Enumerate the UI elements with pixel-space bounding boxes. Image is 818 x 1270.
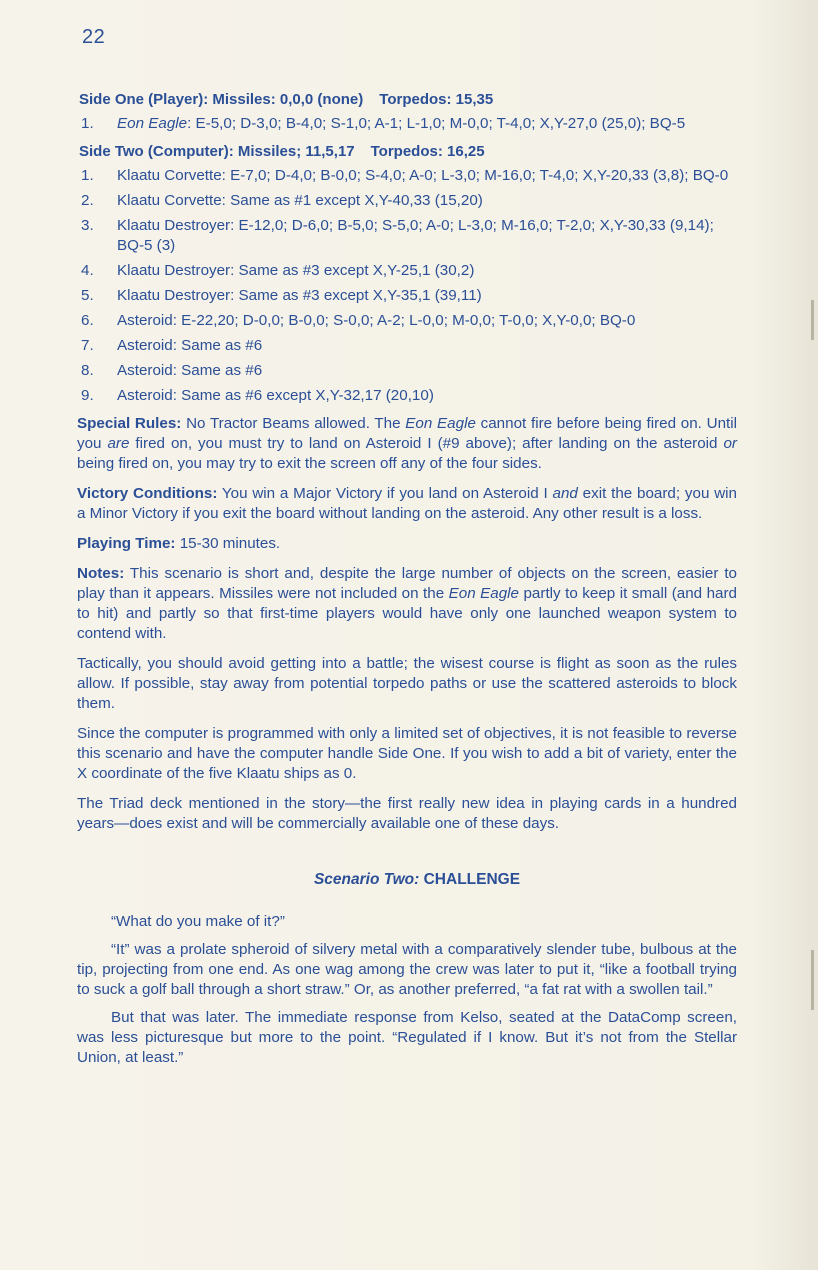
reverse-scenario-paragraph: Since the computer is programmed with only a limited set of objectives, it is not feasible to reverse this scenario and have the computer handle Side One. If you wish to add a bit of variety, enter the X coordinate of the five Klaatu ships as 0. — [77, 725, 737, 782]
item-number: 4. — [81, 262, 94, 279]
victory-conditions-label: Victory Conditions: — [77, 485, 218, 502]
text-run: No Tractor Beams allowed. The — [181, 415, 406, 432]
item-number: 7. — [81, 337, 94, 354]
playing-time-label: Playing Time: — [77, 535, 176, 552]
tactics-paragraph: Tactically, you should avoid getting into a battle; the wisest course is flight as soon as the rules allow. If possible, stay away from potential torpedo paths or use the scattered asteroids to block them. — [77, 655, 737, 712]
ship-stats: : E-5,0; D-3,0; B-4,0; S-1,0; A-1; L-1,0; M-0,0; T-4,0; X,Y-27,0 (25,0); BQ-5 — [187, 115, 686, 132]
text-run: partly to keep it small (and hard to hit) and partly so that first-time players would have only one launched weapon system to contend with. — [77, 585, 737, 642]
text-run: This scenario is short and, despite the large number of objects on the screen, easier to play than it appears. Missiles were not included on the — [77, 565, 737, 602]
item-text: Asteroid: Same as #6 except X,Y-32,17 (20,10) — [117, 387, 434, 404]
page-edge-mark — [811, 950, 814, 1010]
item-number: 8. — [81, 362, 94, 379]
notes-paragraph — [77, 564, 737, 644]
story-paragraph: But that was later. The immediate response from Kelso, seated at the DataComp screen, was less picturesque but more to the point. “Regulated if I know. But it’s not from the Stellar Union, at least.” — [77, 1009, 737, 1066]
italic-run: or — [723, 435, 737, 452]
list-item — [77, 191, 737, 211]
ship-name: Eon Eagle — [117, 115, 188, 132]
item-text: Asteroid: E-22,20; D-0,0; B-0,0; S-0,0; A-2; L-0,0; M-0,0; T-0,0; X,Y-0,0; BQ-0 — [117, 312, 636, 329]
list-item — [77, 361, 737, 381]
text-run: You win a Major Victory if you land on Asteroid I — [217, 485, 553, 502]
page-edge-mark — [811, 300, 814, 340]
italic-run: Eon Eagle — [448, 585, 519, 602]
side-two-torpedos: Torpedos: 16,25 — [370, 143, 485, 160]
text-run: being fired on, you may try to exit the screen off any of the four sides. — [77, 455, 542, 472]
list-item — [77, 216, 737, 256]
item-number: 6. — [81, 312, 94, 329]
list-item — [77, 336, 737, 356]
text-run: exit the board; you win a Minor Victory if you exit the board without landing on the asteroid. Any other result is a loss. — [77, 485, 737, 522]
text-run: cannot fire before being fired on. Until you — [77, 415, 737, 452]
side-one-label: Side One (Player): Missiles: 0,0,0 (none) — [79, 91, 364, 108]
special-rules-label: Special Rules: — [77, 415, 182, 432]
item-text: Klaatu Corvette: Same as #1 except X,Y-40,33 (15,20) — [117, 192, 483, 209]
victory-conditions-paragraph — [77, 484, 737, 524]
page-content — [77, 90, 737, 1068]
scenario-name: CHALLENGE — [423, 871, 521, 888]
story-paragraph: “What do you make of it?” — [111, 913, 285, 930]
side-one-heading — [79, 90, 737, 110]
list-item — [77, 114, 737, 134]
item-number: 1. — [81, 115, 94, 132]
item-number: 3. — [81, 217, 94, 234]
item-text — [117, 114, 737, 134]
list-item — [77, 286, 737, 306]
side-two-label: Side Two (Computer): Missiles; 11,5,17 — [79, 143, 355, 160]
item-number: 5. — [81, 287, 94, 304]
list-item — [77, 311, 737, 331]
special-rules-paragraph — [77, 414, 737, 474]
item-number: 2. — [81, 192, 94, 209]
list-item — [77, 261, 737, 281]
notes-label: Notes: — [77, 565, 125, 582]
list-item — [77, 166, 737, 186]
scenario-title — [97, 870, 737, 890]
side-one-list — [77, 114, 737, 134]
item-number: 9. — [81, 387, 94, 404]
story-paragraph: “It” was a prolate spheroid of silvery metal with a comparatively slender tube, bulbous at the tip, projecting from one end. As one wag among the crew was later to put it, “like a football trying to suck a golf ball through a short straw.” Or, as another preferred, “a fat rat with a swollen tail.” — [77, 941, 737, 998]
item-text: Klaatu Destroyer: Same as #3 except X,Y-35,1 (39,11) — [117, 287, 482, 304]
item-text: Asteroid: Same as #6 — [117, 337, 263, 354]
playing-time-paragraph — [77, 534, 737, 554]
text-run: fired on, you must try to land on Asteroid I (#9 above); after landing on the asteroid — [129, 435, 724, 452]
item-text: Klaatu Destroyer: Same as #3 except X,Y-25,1 (30,2) — [117, 262, 475, 279]
list-item — [77, 386, 737, 406]
item-number: 1. — [81, 167, 94, 184]
item-text: Klaatu Destroyer: E-12,0; D-6,0; B-5,0; S-5,0; A-0; L-3,0; M-16,0; T-2,0; X,Y-30,33 (9,14); BQ-5 (3) — [117, 217, 714, 254]
item-text: Asteroid: Same as #6 — [117, 362, 263, 379]
side-two-list — [77, 166, 737, 406]
side-one-torpedos: Torpedos: 15,35 — [379, 91, 494, 108]
italic-run: and — [552, 485, 578, 502]
triad-deck-paragraph: The Triad deck mentioned in the story—the first really new idea in playing cards in a hundred years—does exist and will be commercially available one of these days. — [77, 795, 737, 832]
page-number: 22 — [82, 26, 106, 48]
italic-run: are — [107, 435, 130, 452]
italic-run: Eon Eagle — [405, 415, 476, 432]
side-two-heading — [79, 142, 737, 162]
text-run: 15-30 minutes. — [175, 535, 281, 552]
item-text: Klaatu Corvette: E-7,0; D-4,0; B-0,0; S-4,0; A-0; L-3,0; M-16,0; T-4,0; X,Y-20,33 (3,8); BQ-0 — [117, 167, 729, 184]
scenario-prefix: Scenario Two: — [313, 871, 420, 888]
